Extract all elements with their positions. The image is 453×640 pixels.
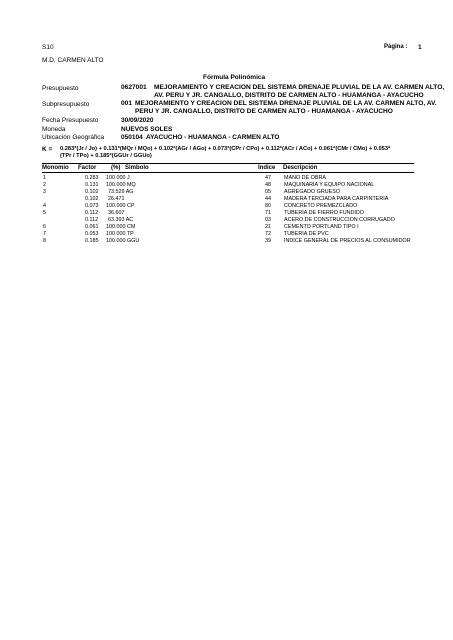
presupuesto-desc-line2: AV. PERU Y JR. CANGALLO, DISTRITO DE CARMEN ALTO - HUAMANGA - AYACUCHO — [154, 92, 424, 99]
cell-monomio: 7 — [43, 231, 46, 237]
cell-descripcion: MAQUINARIA Y EQUIPO NACIONAL — [284, 182, 375, 188]
cell-indice: 39 — [265, 238, 271, 244]
cell-simbolo: 100.000 TP — [106, 231, 134, 237]
table-row — [42, 196, 422, 203]
cell-simbolo: 100.000 MQ — [106, 182, 136, 188]
ubicacion-value: AYACUCHO - HUAMANGA - CARMEN ALTO — [146, 134, 280, 141]
cell-factor: 0.185 — [85, 238, 99, 244]
cell-simbolo: 100.000 J — [106, 175, 130, 181]
fecha-label: Fecha Presupuesto — [42, 117, 99, 124]
subpresupuesto-desc-line2: PERU Y JR. CANGALLO, DISTRITO DE CARMEN ALTO - HUAMANGA - AYACUCHO — [135, 108, 393, 115]
cell-indice: 03 — [265, 217, 271, 223]
cell-factor: 0.053 — [85, 231, 99, 237]
cell-indice: 72 — [265, 231, 271, 237]
page-label: Página : — [384, 44, 408, 50]
page-number: 1 — [418, 44, 422, 51]
report-code: S10 — [42, 44, 54, 51]
entity-name: M.D. CARMEN ALTO — [42, 57, 104, 64]
cell-factor: 0.112 — [85, 210, 99, 216]
cell-descripcion: CONCRETO PREMEZCLADO — [284, 203, 358, 209]
formula-k-label: K = — [42, 146, 53, 153]
table-row — [42, 189, 422, 196]
col-header-pct: (%) — [111, 165, 121, 171]
page-title: Fórmula Polinómica — [203, 74, 266, 81]
col-header-monomio: Monomio — [42, 165, 69, 171]
cell-monomio: 8 — [43, 238, 46, 244]
table-row — [42, 224, 422, 231]
cell-factor: 0.112 — [85, 217, 99, 223]
col-header-indice: Indice — [258, 165, 276, 171]
cell-indice: 44 — [265, 196, 271, 202]
cell-simbolo: 100.000 GGU — [106, 238, 140, 244]
cell-indice: 71 — [265, 210, 271, 216]
presupuesto-code: 0627001 — [121, 84, 147, 91]
subpresupuesto-label: Subpresupuesto — [42, 101, 90, 108]
cell-descripcion: AGREGADO GRUESO — [284, 189, 341, 195]
cell-indice: 05 — [265, 189, 271, 195]
formula-line1: 0.283*(Jr / Jo) + 0.131*(MQr / MQo) + 0.102*(AGr / AGo) + 0.073*(CPr / CPo) + 0.112*(ACr / ACo) + 0.061*(CMr / CMo) + 0.053* — [60, 146, 391, 152]
cell-factor: 0.131 — [85, 182, 99, 188]
cell-descripcion: MANO DE OBRA — [284, 175, 326, 181]
cell-simbolo: 63.393 AC — [108, 217, 134, 223]
moneda-label: Moneda — [42, 126, 66, 133]
cell-factor: 0.102 — [85, 189, 99, 195]
table-top-rule — [42, 163, 414, 164]
table-row — [42, 210, 422, 217]
cell-simbolo: 100.000 CM — [106, 224, 136, 230]
cell-monomio: 1 — [43, 175, 46, 181]
cell-descripcion: MADERA TERCIADA PARA CARPINTERIA — [284, 196, 389, 202]
cell-simbolo: 36.607 — [108, 210, 125, 216]
cell-monomio: 5 — [43, 210, 46, 216]
ubicacion-code: 050104 — [121, 134, 143, 141]
cell-simbolo: 26.471 — [108, 196, 125, 202]
cell-monomio: 6 — [43, 224, 46, 230]
cell-monomio: 3 — [43, 189, 46, 195]
cell-indice: 48 — [265, 182, 271, 188]
presupuesto-label: Presupuesto — [42, 85, 79, 92]
moneda-value: NUEVOS SOLES — [121, 126, 173, 133]
cell-descripcion: TUBERIA DE PVC — [284, 231, 329, 237]
table-header-rule — [42, 172, 414, 173]
cell-factor: 0.073 — [85, 203, 99, 209]
col-header-descripcion: Descripción — [283, 165, 318, 171]
cell-factor: 0.283 — [85, 175, 99, 181]
formula-line2: (TPr / TPo) + 0.185*(GGUr / GGUo) — [60, 153, 152, 159]
cell-descripcion: INDICE GENERAL DE PRECIOS AL CONSUMIDOR — [284, 238, 411, 244]
fecha-value: 30/09/2020 — [121, 117, 154, 124]
cell-indice: 80 — [265, 203, 271, 209]
table-row — [42, 238, 422, 245]
table-row — [42, 217, 422, 224]
table-row — [42, 182, 422, 189]
table-row — [42, 175, 422, 182]
cell-descripcion: TUBERIA DE FIERRO FUNDIDO — [284, 210, 364, 216]
subpresupuesto-code: 001 — [121, 100, 133, 107]
cell-monomio: 4 — [43, 203, 46, 209]
cell-descripcion: CEMENTO PORTLAND TIPO I — [284, 224, 359, 230]
cell-factor: 0.061 — [85, 224, 99, 230]
cell-monomio: 2 — [43, 182, 46, 188]
ubicacion-label: Ubicación Geográfica — [42, 134, 105, 141]
col-header-factor: Factor — [78, 165, 97, 171]
table-row — [42, 203, 422, 210]
col-header-simbolo: Simbolo — [125, 165, 149, 171]
table-row — [42, 231, 422, 238]
cell-indice: 21 — [265, 224, 271, 230]
cell-factor: 0.102 — [85, 196, 99, 202]
cell-indice: 47 — [265, 175, 271, 181]
cell-simbolo: 100.000 CP — [106, 203, 135, 209]
presupuesto-desc-line1: MEJORAMIENTO Y CREACION DEL SISTEMA DRENAJE PLUVIAL DE LA AV. CARMEN ALTO, — [154, 84, 445, 91]
cell-simbolo: 73.529 AG — [108, 189, 134, 195]
subpresupuesto-desc-line1: MEJORAMIENTO Y CREACION DEL SISTEMA DRENAJE PLUVIAL DE LA AV. CARMEN ALTO, AV. — [135, 100, 437, 107]
cell-descripcion: ACERO DE CONSTRUCCION CORRUGADO — [284, 217, 395, 223]
